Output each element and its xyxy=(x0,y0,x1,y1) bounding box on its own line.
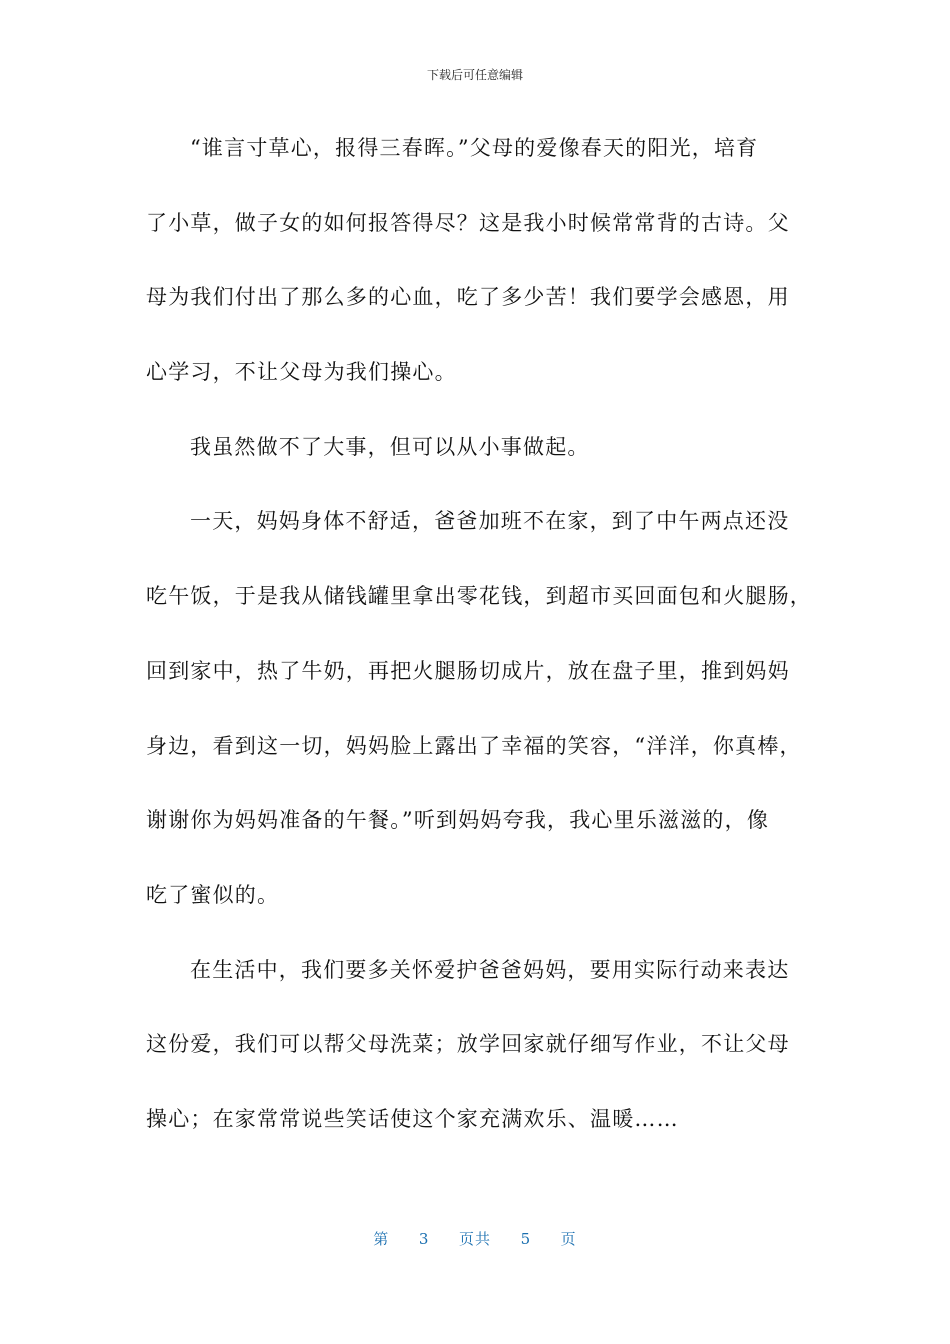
text-line: 了小草，做子女的如何报答得尽？这是我小时候常常背的古诗。父 xyxy=(146,210,790,235)
document-body xyxy=(146,124,812,1170)
text-line: 操心；在家常常说些笑话使这个家充满欢乐、温暖…… xyxy=(146,1106,679,1131)
text-line: 我虽然做不了大事，但可以从小事做起。 xyxy=(190,434,590,459)
text-line: 母为我们付出了那么多的心血，吃了多少苦！我们要学会感恩，用 xyxy=(146,285,790,310)
footer-label-mid: 页共 xyxy=(458,1230,491,1248)
total-pages-number: 5 xyxy=(520,1230,532,1248)
footer-label-end: 页 xyxy=(560,1230,577,1248)
text-line: “谁言寸草心，报得三春晖。”父母的爱像春天的阳光，培育 xyxy=(190,136,759,160)
text-line: 吃午饭，于是我从储钱罐里拿出零花钱，到超市买回面包和火腿肠， xyxy=(146,584,812,609)
text-line: 吃了蜜似的。 xyxy=(146,882,280,907)
text-line: 这份爱，我们可以帮父母洗菜；放学回家就仔细写作业，不让父母 xyxy=(146,1032,790,1057)
text-line: 心学习，不让父母为我们操心。 xyxy=(146,360,457,385)
current-page-number: 3 xyxy=(418,1230,430,1248)
text-line: 一天，妈妈身体不舒适，爸爸加班不在家，到了中午两点还没 xyxy=(190,509,790,534)
text-line: 谢谢你为妈妈准备的午餐。”听到妈妈夸我，我心里乐滋滋的，像 xyxy=(146,808,770,833)
footer-label-page: 第 xyxy=(373,1230,390,1248)
text-line: 在生活中，我们要多关怀爱护爸爸妈妈，要用实际行动来表达 xyxy=(190,957,790,982)
text-line: 回到家中，热了牛奶，再把火腿肠切成片，放在盘子里，推到妈妈 xyxy=(146,658,790,683)
page-footer xyxy=(0,1228,950,1249)
page-header: 下载后可任意编辑 xyxy=(426,68,523,82)
text-line: 身边，看到这一切，妈妈脸上露出了幸福的笑容，“洋洋，你真棒， xyxy=(146,733,802,758)
